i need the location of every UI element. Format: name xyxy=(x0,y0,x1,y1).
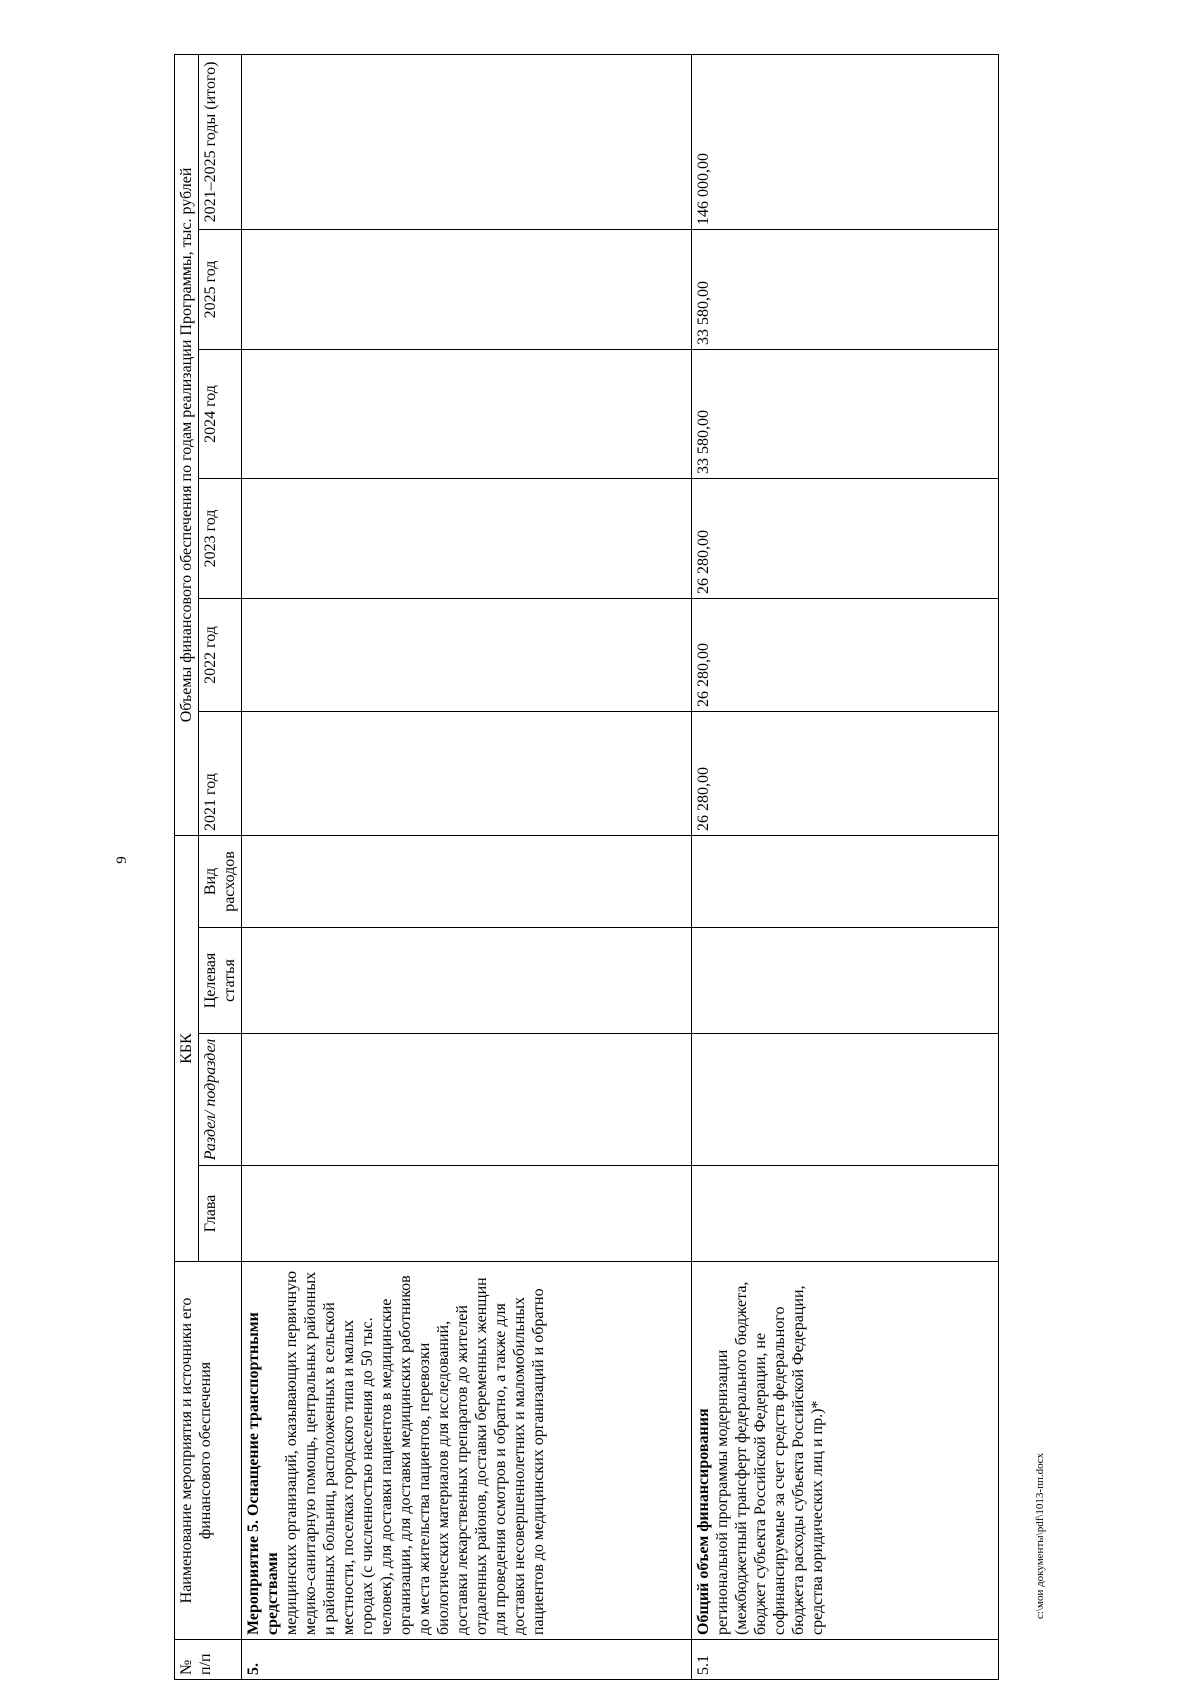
table-row-5-1 xyxy=(692,54,999,1679)
row5-2024 xyxy=(242,349,692,478)
row51-celevaya xyxy=(692,928,999,1034)
header-year-2023: 2023 год xyxy=(199,478,242,598)
row51-2021: 26 280,00 xyxy=(692,711,999,835)
row5-name xyxy=(242,1262,692,1640)
footer-file-path: c:\мои документы\pdf\1013-пп.docx xyxy=(1034,1453,1046,1620)
row5-num: 5. xyxy=(242,1640,692,1680)
header-kbk-glava: Глава xyxy=(199,1166,242,1262)
header-num: № п/п xyxy=(175,1640,242,1680)
header-total: 2021–2025 годы (итого) xyxy=(199,54,242,229)
row51-glava xyxy=(692,1166,999,1262)
row5-vid xyxy=(242,835,692,927)
header-year-2022: 2022 год xyxy=(199,598,242,711)
row51-name xyxy=(692,1262,999,1640)
header-row-1 xyxy=(175,54,199,1679)
row5-razdel xyxy=(242,1034,692,1166)
row51-body: регинональной программы модернизации (межбюджетный трансферт федерального бюджета, бюджет субъекта Российской Федерации, не софинансируемые за счет средств федерального бюджета расходы субъекта Российской Федерации, средства юридических лиц и пр.)* xyxy=(714,1281,826,1635)
header-kbk-vid: Вид расходов xyxy=(199,835,242,927)
financing-table xyxy=(174,54,999,1680)
row5-2023 xyxy=(242,478,692,598)
header-kbk-celevaya: Целевая статья xyxy=(199,928,242,1034)
row51-2023: 26 280,00 xyxy=(692,478,999,598)
row51-razdel xyxy=(692,1034,999,1166)
header-volumes: Объемы финансового обеспечения по годам реализации Программы, тыс. рублей xyxy=(175,54,199,835)
row5-2021 xyxy=(242,711,692,835)
row5-2025 xyxy=(242,229,692,349)
row51-title: Общий объем финансирования xyxy=(695,1408,712,1635)
header-kbk-razdel: Раздел/ подраздел xyxy=(199,1034,242,1166)
row5-title: Мероприятие 5. Оснащение транспортными средствами xyxy=(245,1312,281,1635)
header-year-2025: 2025 год xyxy=(199,229,242,349)
header-year-2024: 2024 год xyxy=(199,349,242,478)
header-year-2021: 2021 год xyxy=(199,711,242,835)
page-number: 9 xyxy=(114,856,130,864)
rotated-table-container xyxy=(174,55,1016,1680)
row51-total: 146 000,00 xyxy=(692,54,999,229)
row5-celevaya xyxy=(242,928,692,1034)
row5-2022 xyxy=(242,598,692,711)
header-kbk: КБК xyxy=(175,835,199,1261)
row51-2024: 33 580,00 xyxy=(692,349,999,478)
row5-body: медицинских организаций, оказывающих первичную медико-санитарную помощь, центральных районных и районных больниц, расположенных в сельской местности, поселках городского типа и малых городах (с численностью населения до 50 тыс. человек), для доставки пациентов в медицинские организации, для доставки медицинских работников до места жительства пациентов, перевозки биологических материалов для исследований, доставки лекарственных препаратов до жителей отдаленных районов, доставки беременных женщин для проведения осмотров и обратно, а также для доставки несовершеннолетних и маломобильных пациентов до медицинских организаций и обратно xyxy=(283,1270,547,1635)
row5-total xyxy=(242,54,692,229)
row51-num: 5.1 xyxy=(692,1640,999,1680)
row5-glava xyxy=(242,1166,692,1262)
table-row-activity-5 xyxy=(242,54,692,1679)
row51-2025: 33 580,00 xyxy=(692,229,999,349)
row51-2022: 26 280,00 xyxy=(692,598,999,711)
header-name: Наименование мероприятия и источники его финансового обеспечения xyxy=(175,1262,242,1640)
row51-vid xyxy=(692,835,999,927)
